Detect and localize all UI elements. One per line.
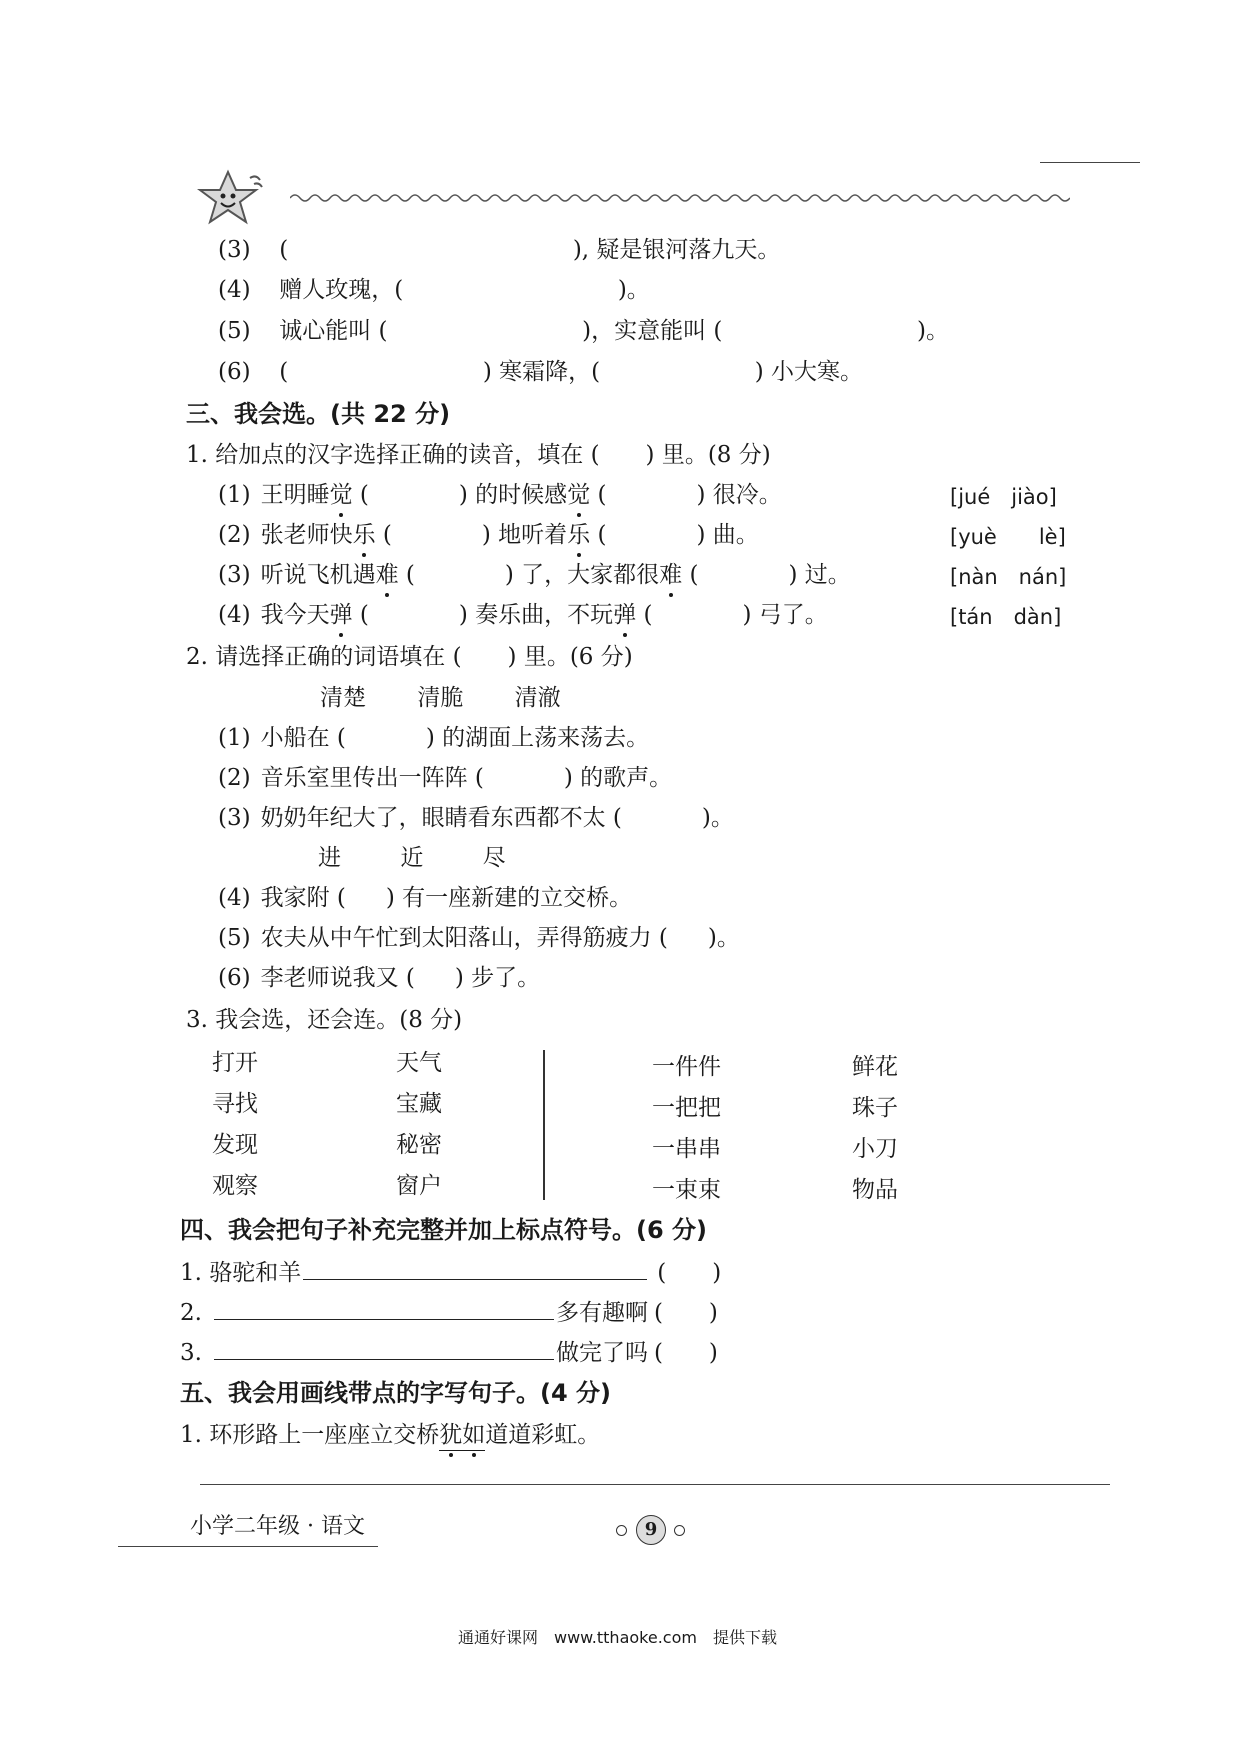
text-fragment: (: [643, 602, 653, 628]
sentence-item-2: [180, 1297, 718, 1328]
page-number: 9: [636, 1515, 666, 1545]
match-left-verb[interactable]: 打开: [212, 1050, 258, 1076]
sentence-blank[interactable]: [303, 1257, 647, 1280]
text-fragment: 李老师说我又 (: [260, 965, 415, 991]
text-fragment: )。: [707, 925, 740, 951]
text-fragment: 清澈: [514, 685, 561, 711]
text-fragment: 张老师快: [260, 522, 353, 548]
match-right-noun[interactable]: 鲜花: [852, 1054, 898, 1080]
text-fragment: ) 步了。: [454, 965, 541, 991]
text-fragment: 农夫从中午忙到太阳落山，弄得筋疲力 (: [260, 925, 668, 951]
text-fragment: (6): [218, 965, 251, 991]
text-fragment: )。: [701, 805, 734, 831]
text-fragment: ) 弓了。: [742, 602, 828, 628]
text-fragment: 道道彩虹。: [485, 1422, 601, 1448]
text-fragment: 尽: [482, 845, 506, 871]
text-fragment: 王明睡: [260, 482, 330, 508]
text-fragment: 2.: [180, 1300, 202, 1326]
text-fragment: ) 寒霜降，(: [482, 359, 601, 385]
match-right-noun[interactable]: 小刀: [852, 1136, 898, 1162]
pronunciation-item-4: [218, 600, 828, 630]
text-fragment: ) 地听着: [481, 522, 568, 548]
match-left-noun[interactable]: 天气: [396, 1050, 442, 1076]
text-fragment: 1. 环形路上一座座立交桥: [180, 1422, 440, 1448]
download-source: 通通好课网 www.tthaoke.com 提供下载: [458, 1628, 777, 1647]
text-fragment: ) 小大寒。: [754, 359, 864, 385]
text-fragment: 难: [659, 562, 683, 588]
text-fragment: (: [597, 482, 607, 508]
text-fragment: 3.: [180, 1340, 202, 1366]
text-fragment: 弹: [613, 602, 637, 628]
text-fragment: (2): [218, 522, 251, 548]
page-number-badge: [616, 1515, 686, 1545]
pronunciation-options-1: [jué jiào]: [950, 485, 1057, 509]
word-choices-2: [318, 843, 506, 873]
text-fragment: 我今天: [260, 602, 330, 628]
sentence-blank[interactable]: [214, 1337, 554, 1360]
pronunciation-item-3: [218, 560, 851, 590]
sentence-item-3: [180, 1337, 718, 1368]
match-left-verb[interactable]: 寻找: [212, 1091, 258, 1117]
text-fragment: (: [689, 562, 699, 588]
text-fragment: )，实意能叫 (: [582, 318, 723, 344]
match-right-measure[interactable]: 一件件: [652, 1054, 721, 1080]
text-fragment: (1): [218, 725, 251, 751]
match-left-verb[interactable]: 发现: [212, 1132, 258, 1158]
match-right-measure[interactable]: 一束束: [652, 1177, 721, 1203]
word-fill-item-6: [218, 963, 540, 993]
text-fragment: (: [405, 562, 415, 588]
text-fragment: ), 疑是银河落九天。: [572, 237, 781, 263]
match-right-measure[interactable]: 一串串: [652, 1136, 721, 1162]
section-3-title: 三、我会选。(共 22 分): [186, 400, 451, 428]
text-fragment: (: [359, 602, 369, 628]
text-fragment: )。: [917, 318, 950, 344]
word-fill-item-2: [218, 763, 672, 793]
text-fragment: (5): [218, 318, 251, 344]
text-fragment: ) 奏乐曲，不玩: [458, 602, 614, 628]
text-fragment: (: [382, 522, 392, 548]
pronunciation-options-4: [tán dàn]: [950, 605, 1062, 629]
section-3-q2-title: 2. 请选择正确的词语填在 ( ) 里。(6 分): [186, 644, 633, 670]
match-right-measure[interactable]: 一把把: [652, 1095, 721, 1121]
text-fragment: 觉: [329, 482, 353, 508]
text-fragment: (6): [218, 359, 251, 385]
word-fill-item-5: [218, 923, 740, 953]
page-dot-right-icon: [674, 1525, 685, 1536]
page-dot-left-icon: [616, 1525, 627, 1536]
book-label-rule: [118, 1546, 378, 1547]
text-fragment: 进: [318, 845, 341, 871]
text-fragment: 做完了吗: [555, 1340, 648, 1366]
text-fragment: 小船在 (: [260, 725, 346, 751]
text-fragment: (2): [218, 765, 251, 791]
text-fragment: (1): [218, 482, 251, 508]
text-fragment: (4): [218, 277, 251, 303]
text-fragment: ( ): [653, 1300, 718, 1326]
sentence-blank[interactable]: [214, 1297, 554, 1320]
poem-item-5: [218, 316, 949, 346]
star-mascot-icon: [196, 168, 266, 232]
text-fragment: )。: [617, 277, 650, 303]
match-left-noun[interactable]: 宝藏: [396, 1091, 442, 1117]
text-fragment: ) 曲。: [696, 522, 759, 548]
text-fragment: 难: [375, 562, 399, 588]
text-fragment: ) 的时候感: [458, 482, 568, 508]
text-fragment: 近: [400, 845, 424, 871]
write-sentence-item-1: [180, 1420, 600, 1451]
header-right-rule: [1040, 162, 1140, 163]
text-fragment: (: [597, 522, 607, 548]
text-fragment: (4): [218, 885, 251, 911]
text-fragment: (3): [218, 237, 251, 263]
text-fragment: ) 的湖面上荡来荡去。: [425, 725, 650, 751]
text-fragment: ) 过。: [788, 562, 851, 588]
text-fragment: (5): [218, 925, 251, 951]
text-fragment: ( ): [657, 1260, 722, 1286]
text-fragment: 觉: [567, 482, 591, 508]
text-fragment: 犹: [439, 1420, 462, 1451]
word-fill-item-3: [218, 803, 734, 833]
answer-line[interactable]: [200, 1484, 1110, 1485]
text-fragment: 听说飞机遇: [260, 562, 376, 588]
section-3-q3-title: 3. 我会选，还会连。(8 分): [186, 1007, 463, 1033]
text-fragment: (4): [218, 602, 251, 628]
section-5-title: 五、我会用画线带点的字写句子。(4 分): [180, 1379, 611, 1407]
text-fragment: ) 了，大家都很: [504, 562, 660, 588]
text-fragment: 我家附 (: [260, 885, 346, 911]
text-fragment: 多有趣啊: [555, 1300, 648, 1326]
text-fragment: 奶奶年纪大了，眼睛看东西都不太 (: [260, 805, 622, 831]
match-divider: [543, 1050, 545, 1200]
match-left-noun[interactable]: 窗户: [396, 1173, 442, 1199]
poem-item-3: [218, 235, 780, 265]
section-4-title: 四、我会把句子补充完整并加上标点符号。(6 分): [180, 1216, 707, 1244]
text-fragment: 赠人玫瑰，(: [279, 277, 404, 303]
section-3-q1-title: 1. 给加点的汉字选择正确的读音，填在 ( ) 里。(8 分): [186, 442, 771, 468]
match-left-verb[interactable]: 观察: [212, 1173, 258, 1199]
word-fill-item-4: [218, 883, 632, 913]
header-wavy-rule: [290, 190, 1070, 204]
text-fragment: 清脆: [417, 685, 464, 711]
pronunciation-options-2: [yuè lè]: [950, 525, 1066, 549]
pronunciation-item-2: [218, 520, 759, 550]
sentence-item-1: [180, 1257, 721, 1288]
match-left-noun[interactable]: 秘密: [396, 1132, 442, 1158]
word-fill-item-1: [218, 723, 649, 753]
text-fragment: (3): [218, 805, 251, 831]
text-fragment: ) 的歌声。: [563, 765, 673, 791]
text-fragment: ) 有一座新建的立交桥。: [385, 885, 633, 911]
poem-item-6: [218, 357, 863, 387]
text-fragment: 1. 骆驼和羊: [180, 1260, 302, 1286]
pronunciation-item-1: [218, 480, 782, 510]
text-fragment: 乐: [567, 522, 591, 548]
text-fragment: 弹: [329, 602, 353, 628]
text-fragment: (: [279, 359, 289, 385]
poem-item-4: [218, 275, 650, 305]
match-right-noun[interactable]: 珠子: [852, 1095, 898, 1121]
text-fragment: 如: [462, 1420, 485, 1451]
text-fragment: ( ): [653, 1340, 718, 1366]
text-fragment: (3): [218, 562, 251, 588]
header-star-mascot: [196, 168, 266, 232]
text-fragment: 清楚: [320, 685, 366, 711]
word-choices-1: [320, 683, 561, 713]
text-fragment: (: [279, 237, 289, 263]
text-fragment: 乐: [352, 522, 376, 548]
text-fragment: 音乐室里传出一阵阵 (: [260, 765, 484, 791]
book-label: 小学二年级 · 语文: [190, 1514, 365, 1539]
text-fragment: 诚心能叫 (: [279, 318, 388, 344]
text-fragment: ) 很冷。: [696, 482, 782, 508]
text-fragment: (: [359, 482, 369, 508]
pronunciation-options-3: [nàn nán]: [950, 565, 1067, 589]
match-right-noun[interactable]: 物品: [852, 1177, 898, 1203]
